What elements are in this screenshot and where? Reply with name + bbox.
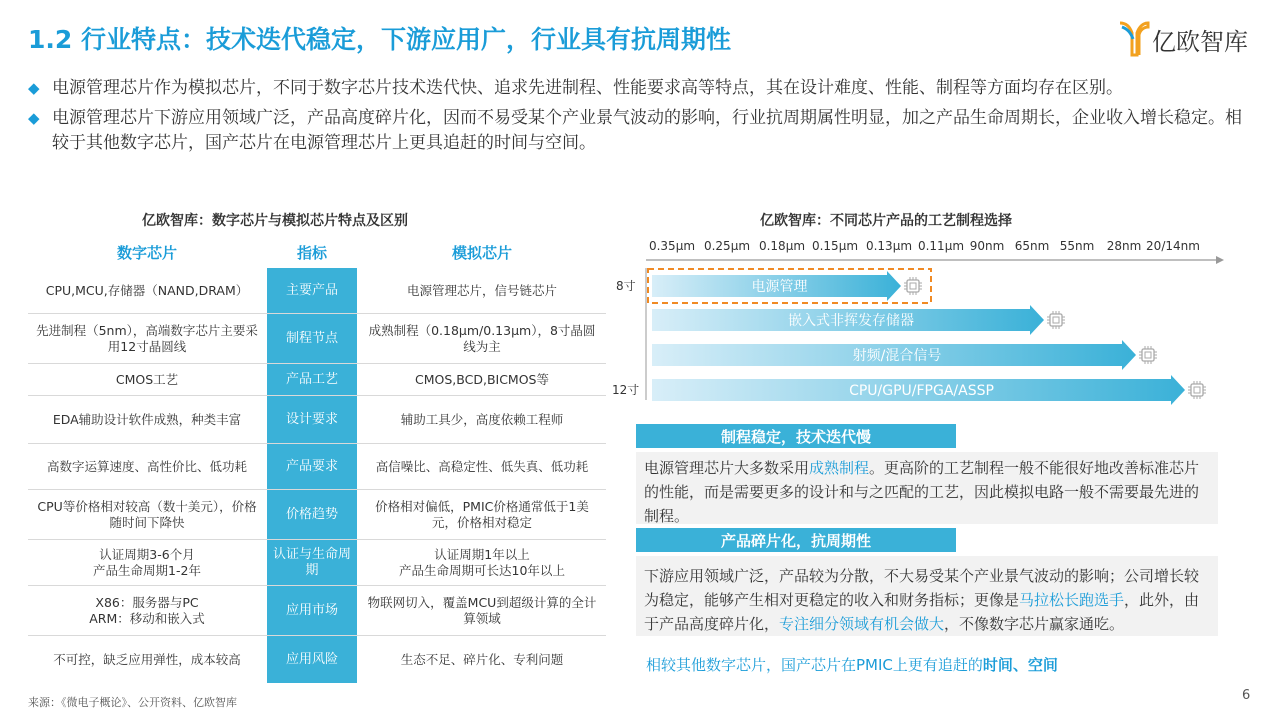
cell-index: 产品要求 [267,444,357,489]
section-text-part: 电源管理芯片大多数采用 [644,459,810,477]
section-text-highlight: 专注细分领域有机会做大 [779,615,945,633]
chip-icon [904,277,922,295]
diamond-icon: ◆ [28,79,40,97]
wafer-label-12: 12寸 [612,383,640,397]
node-label: 90nm [969,239,1005,253]
source-note: 来源：《微电子概论》、公开资料、亿欧智库 [28,696,237,709]
bullet-text: 电源管理芯片作为模拟芯片，不同于数字芯片技术迭代快、追求先进制程、性能要求高等特点，其在设计难度、性能、制程等方面均存在区别。 [52,78,1123,98]
cell-analog: CMOS,BCD,BICMOS等 [415,371,549,387]
process-bar-label: CPU/GPU/FPGA/ASSP [849,383,994,399]
axis-arrow [1216,256,1224,264]
logo-mark-icon [1118,21,1150,57]
section-text-stable [636,452,1218,524]
process-node-chart [608,232,1248,422]
table-row [28,586,606,635]
cell-digital: CPU等价格相对较高（数十美元），价格随时间下降快 [37,498,257,530]
bullet-text: 电源管理芯片下游应用领域广泛，产品高度碎片化，因而不易受某个产业景气波动的影响，行业抗周期属性明显，加之产品生命周期长，企业收入增长稳定。相较于其他数字芯片，国产芯片在电源管理芯片上更具追赶的时间与空间。 [52,108,1242,153]
chip-icon [1188,381,1206,399]
section-text-highlight: 马拉松长跑选手 [1019,591,1125,609]
table-row [28,364,606,395]
table-header-index: 指标 [296,244,327,262]
section-text-part: 下游应用领域广泛，产品较为分散，不大易受某个产业景气波动的影响；公司增长较为稳定，能够产生相对更稳定的收入和财务指标；更像是 [644,567,1200,609]
cell-analog: 价格相对偏低，PMIC价格通常低于1美元，价格相对稳定 [375,498,589,530]
cell-analog: 物联网切入，覆盖MCU到超级计算的全计算领域 [367,594,597,626]
cell-digital: CPU,MCU,存储器（NAND,DRAM） [45,282,249,298]
node-label: 28nm [1106,239,1142,253]
section-heading-fragmented: 产品碎片化，抗周期性 [636,528,956,552]
cell-analog: 电源管理芯片，信号链芯片 [406,282,557,298]
conclusion-bold: 时间、空间 [982,656,1058,674]
node-label: 65nm [1014,239,1050,253]
section-text-part: ，此外，由于产品高度碎片化， [644,591,1200,633]
cell-index: 产品工艺 [267,364,357,395]
diamond-icon: ◆ [28,109,40,127]
node-label: 0.11μm [917,239,965,253]
logo-text: 亿欧智库 [1152,27,1248,56]
section-text-fragmented [636,556,1218,636]
node-label: 0.15μm [811,239,859,253]
cell-digital: EDA辅助设计软件成熟，种类丰富 [52,411,242,427]
section-text-part: ，不像数字芯片赢家通吃。 [944,615,1125,633]
process-bar-label: 嵌入式非挥发存储器 [788,313,914,329]
node-label: 0.13μm [865,239,913,253]
conclusion-text [646,654,1058,675]
chart-title: 亿欧智库：不同芯片产品的工艺制程选择 [760,213,1012,229]
section-text-part: 。更高阶的工艺制程一般不能很好地改善标准芯片的性能，而是需要更多的设计和与之匹配的工艺，因此模拟电路一般不需要最先进的制程。 [644,459,1200,525]
cell-analog: 成熟制程（0.18μm/0.13μm），8寸晶圆线为主 [368,322,596,354]
table-row [28,396,606,443]
cell-analog: 生态不足、碎片化、专利问题 [400,651,564,667]
conclusion-main: 相较其他数字芯片，国产芯片在PMIC上更有追赶的 [646,656,983,674]
cell-digital: X86：服务器与PC ARM：移动和嵌入式 [89,594,205,626]
node-label: 0.25μm [703,239,751,253]
node-label: 0.35μm [648,239,696,253]
section-heading-stable: 制程稳定，技术迭代慢 [636,424,956,448]
cell-digital: CMOS工艺 [115,371,179,387]
page-title: 1.2 行业特点：技术迭代稳定，下游应用广，行业具有抗周期性 [28,25,731,54]
process-bar-label: 电源管理 [751,279,808,295]
section-text-highlight: 成熟制程 [809,459,870,477]
cell-analog: 辅助工具少，高度依赖工程师 [400,411,564,427]
bullet-point [28,106,1258,156]
table-title: 亿欧智库：数字芯片与模拟芯片特点及区别 [142,213,408,229]
table-row [28,540,606,585]
cell-digital: 认证周期3-6个月 产品生命周期1-2年 [93,546,201,578]
bullet-point [28,76,1258,101]
node-label: 55nm [1059,239,1095,253]
wafer-label-8: 8寸 [616,279,636,293]
cell-analog: 高信噪比、高稳定性、低失真、低功耗 [375,458,589,474]
cell-index: 设计要求 [267,396,357,443]
cell-index: 价格趋势 [267,490,357,539]
node-label: 20/14nm [1146,239,1200,253]
cell-digital: 先进制程（5nm），高端数字芯片主要采用12寸晶圆线 [36,322,258,354]
cell-index: 主要产品 [267,268,357,313]
node-label: 0.18μm [758,239,806,253]
table-row [28,636,606,683]
cell-index: 应用风险 [267,636,357,683]
chip-icon [1139,346,1157,364]
cell-analog: 认证周期1年以上 产品生命周期可长达10年以上 [399,546,565,578]
table-row [28,444,606,489]
chip-icon [1047,311,1065,329]
table-row [28,314,606,363]
page-number: 6 [1242,688,1251,703]
process-bar-label: 射频/混合信号 [852,348,942,364]
brand-logo [1118,20,1248,58]
cell-digital: 不可控，缺乏应用弹性，成本较高 [53,651,241,667]
cell-index: 制程节点 [267,314,357,363]
table-header-digital: 数字芯片 [116,244,177,262]
table-row [28,490,606,539]
table-header-analog: 模拟芯片 [451,244,512,262]
cell-digital: 高数字运算速度、高性价比、低功耗 [46,458,247,474]
cell-index: 认证与生命周期 [267,540,357,585]
table-row [28,268,606,313]
cell-index: 应用市场 [267,586,357,635]
